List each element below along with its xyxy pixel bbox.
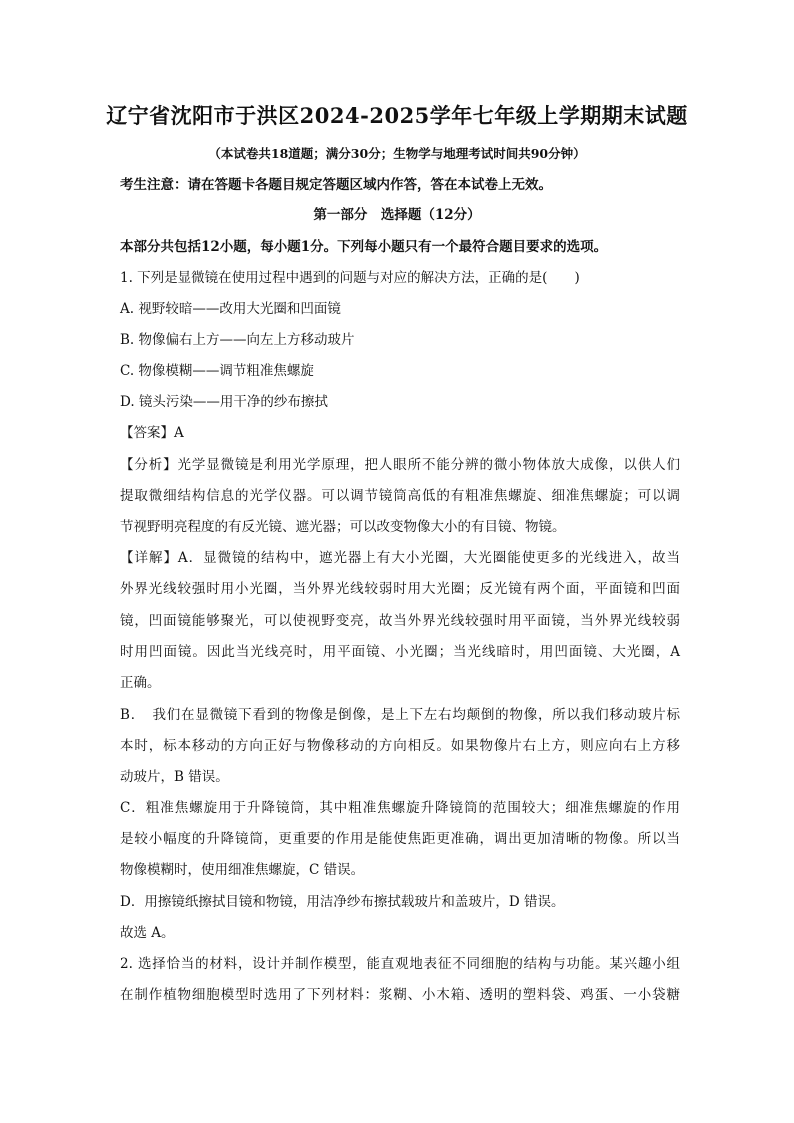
detail-line: 本时，标本移动的方向正好与物像移动的方向相反。如果物像片右上方，则应向右上方移	[120, 738, 680, 754]
analysis-line: 提取微细结构信息的光学仪器。可以调节镜筒高低的有粗准焦螺旋、细准焦螺旋；可以调	[120, 488, 680, 504]
question-1-option-d: D. 镜头污染——用干净的纱布擦拭	[120, 394, 328, 410]
question-1-option-a: A. 视野较暗——改用大光圈和凹面镜	[120, 301, 341, 317]
question-1-stem: 1. 下列是显微镜在使用过程中遇到的问题与对应的解决方法，正确的是( )	[120, 270, 580, 286]
question-2-line: 在制作植物细胞模型时选用了下列材料：浆糊、小木箱、透明的塑料袋、鸡蛋、一小袋糖	[120, 987, 680, 1003]
detail-line: D．用擦镜纸擦拭目镜和物镜，用洁净纱布擦拭载玻片和盖玻片，D 错误。	[120, 894, 565, 910]
section-title: 第一部分 选择题（12分）	[313, 207, 481, 223]
question-1-option-c: C. 物像模糊——调节粗准焦螺旋	[120, 363, 314, 379]
detail-line: 物像模糊时，使用细准焦螺旋，C 错误。	[120, 862, 365, 878]
detail-line: 镜，凹面镜能够聚光，可以使视野变亮，故当外界光线较强时用平面镜，当外界光线较弱	[120, 613, 680, 629]
detail-line: 【详解】A．显微镜的结构中，遮光器上有大小光圈，大光圈能使更多的光线进入，故当	[120, 550, 680, 566]
question-1-answer: 【答案】A	[120, 425, 184, 441]
analysis-line: 节视野明亮程度的有反光镜、遮光器；可以改变物像大小的有目镜、物镜。	[120, 519, 566, 535]
section-description: 本部分共包括12小题，每小题1分。下列每小题只有一个最符合题目要求的选项。	[120, 239, 608, 255]
detail-line: B． 我们在显微镜下看到的物像是倒像，是上下左右均颠倒的物像，所以我们移动玻片标	[120, 707, 680, 723]
question-2-line: 2. 选择恰当的材料，设计并制作模型，能直观地表征不同细胞的结构与功能。某兴趣小组	[120, 956, 680, 972]
analysis-line: 【分析】光学显微镜是利用光学原理，把人眼所不能分辨的微小物体放大成像，以供人们	[120, 457, 680, 473]
exam-subtitle: （本试卷共18道题；满分30分；生物学与地理考试时间共90分钟）	[208, 146, 586, 161]
detail-line: C．粗准焦螺旋用于升降镜筒，其中粗准焦螺旋升降镜筒的范围较大；细准焦螺旋的作用	[120, 800, 680, 816]
detail-line: 是较小幅度的升降镜筒，更重要的作用是能使焦距更准确，调出更加清晰的物像。所以当	[120, 831, 680, 847]
exam-title: 辽宁省沈阳市于洪区2024-2025学年七年级上学期期末试题	[106, 103, 688, 128]
detail-line: 时用凹面镜。因此当光线亮时，用平面镜、小光圈；当光线暗时，用凹面镜、大光圈，A	[120, 644, 680, 660]
detail-line: 动玻片，B 错误。	[120, 769, 229, 785]
detail-line: 正确。	[120, 675, 161, 691]
detail-line: 故选 A。	[120, 925, 175, 941]
question-1-option-b: B. 物像偏右上方——向左上方移动玻片	[120, 332, 355, 348]
exam-notice: 考生注意：请在答题卡各题目规定答题区域内作答，答在本试卷上无效。	[120, 177, 552, 193]
detail-line: 外界光线较强时用小光圈，当外界光线较弱时用大光圈；反光镜有两个面，平面镜和凹面	[120, 581, 680, 597]
